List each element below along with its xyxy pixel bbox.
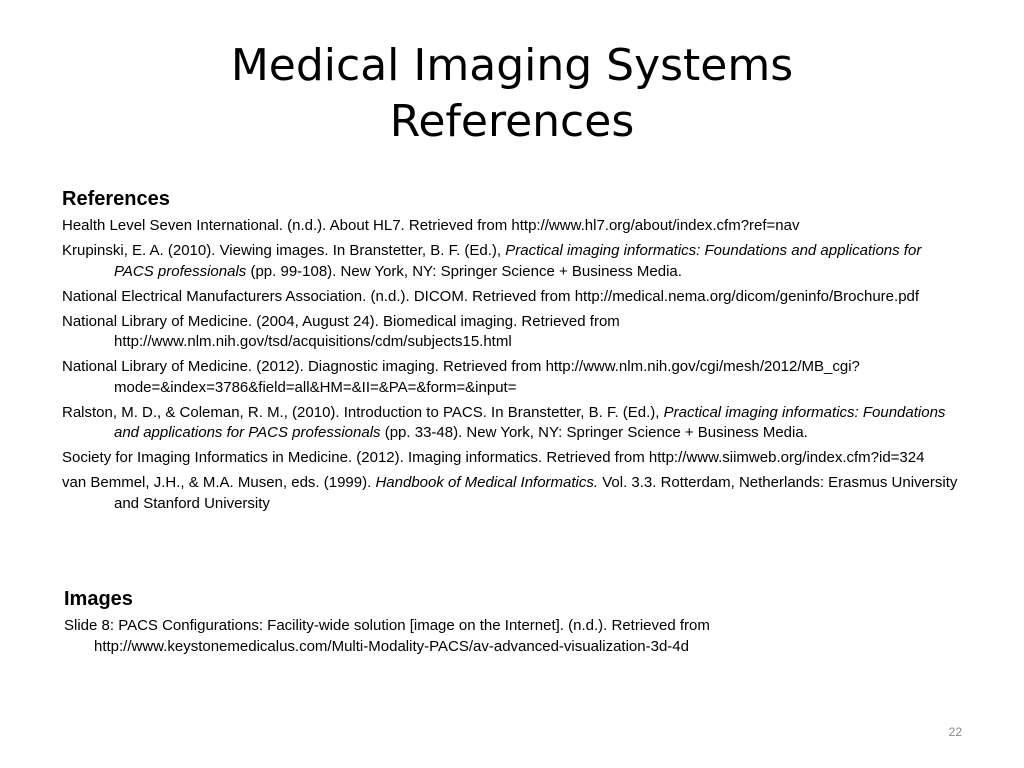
reference-book-title: Handbook of Medical Informatics. [375, 474, 599, 491]
reference-text: National Library of Medicine. (2012). Diagnostic imaging. Retrieved from [62, 358, 546, 375]
reference-text: (pp. 99-108). New York, NY: Springer Science + Business Media. [246, 262, 682, 280]
reference-entry-nlm-2004 [62, 312, 962, 353]
reference-entry-nlm-2012 [62, 357, 962, 398]
reference-entry-krupinski [62, 241, 962, 282]
reference-text: Ralston, M. D., & Coleman, R. M., (2010). Introduction to PACS. In Branstetter, B. F. (Ed.), [62, 403, 664, 421]
slide-title [0, 38, 1024, 150]
slide-title-line-2: References [389, 96, 635, 147]
reference-book-title: Practical imaging informatics: Foundations and applications for PACS professionals [114, 242, 922, 280]
reference-text: National Library of Medicine. (2004, August 24). Biomedical imaging. Retrieved from [62, 312, 620, 330]
reference-text: Health Level Seven International. (n.d.). About HL7. Retrieved from http://www.hl7.org/about/index.cfm?ref=nav [62, 217, 800, 234]
reference-text: van Bemmel, J.H., & M.A. Musen, eds. (1999). [62, 474, 376, 491]
image-reference-entry [64, 616, 964, 657]
images-heading: Images [64, 588, 133, 610]
reference-url: http://www.siimweb.org/index.cfm?id=324 [648, 449, 925, 466]
reference-entry-van-bemmel [62, 473, 962, 514]
page-number: 22 [948, 725, 962, 739]
reference-url: http://www.keystonemedicalus.com/Multi-Modality-PACS/av-advanced-visualization-3d-4d [94, 637, 689, 655]
reference-entry-hl7 [62, 216, 962, 237]
reference-entry-ralston [62, 403, 962, 444]
slide-title-line-1: Medical Imaging Systems [230, 40, 794, 91]
reference-text: National Electrical Manufacturers Association. (n.d.). DICOM. Retrieved from [62, 287, 575, 305]
reference-url: http://medical.nema.org/dicom/geninfo/Brochure.pdf [574, 287, 920, 305]
reference-text: Krupinski, E. A. (2010). Viewing images. In Branstetter, B. F. (Ed.), [62, 242, 506, 259]
reference-text: (pp. 33-48). New York, NY: Springer Science + Business Media. [380, 424, 808, 441]
references-heading: References [62, 188, 170, 210]
reference-entry-siim [62, 448, 962, 469]
images-section [64, 586, 964, 662]
reference-url: http://www.nlm.nih.gov/cgi/mesh/2012/MB_cgi?mode=&index=3786&field=all&HM=&II=&PA=&form=&input= [114, 358, 860, 396]
reference-text: Slide 8: PACS Configurations: Facility-wide solution [image on the Internet]. (n.d.). Retrieved from [64, 617, 710, 634]
references-section [62, 186, 962, 519]
reference-url: http://www.nlm.nih.gov/tsd/acquisitions/cdm/subjects15.html [114, 333, 512, 350]
reference-book-title: Practical imaging informatics: Foundations and applications for PACS professionals [114, 403, 946, 441]
reference-text: Society for Imaging Informatics in Medicine. (2012). Imaging informatics. Retrieved from [62, 449, 649, 466]
reference-entry-nema [62, 287, 962, 308]
reference-text: Vol. 3.3. Rotterdam, Netherlands: Erasmus University and Stanford University [114, 474, 958, 512]
